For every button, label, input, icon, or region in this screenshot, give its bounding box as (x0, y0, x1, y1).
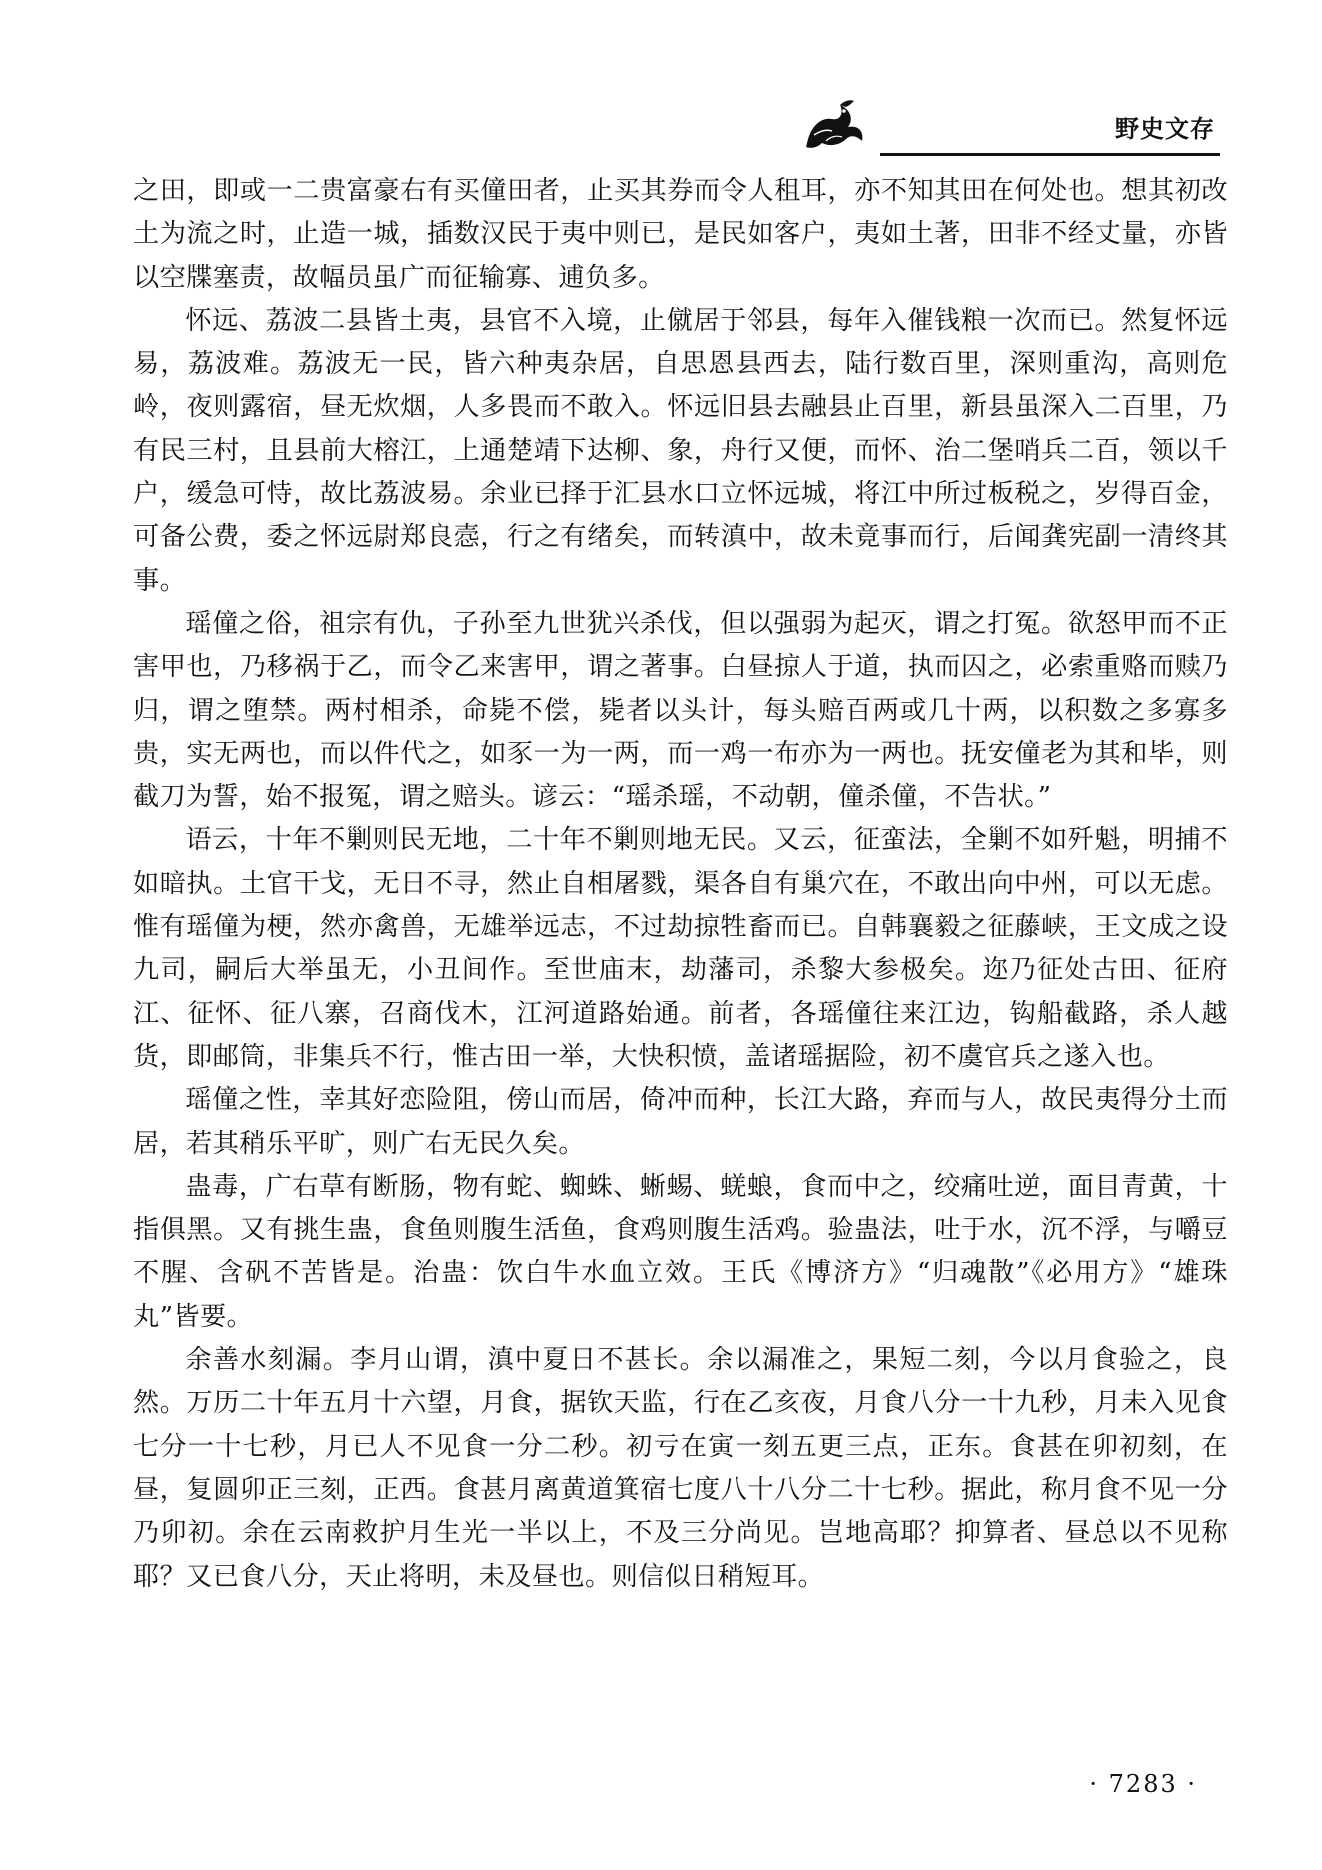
paragraph: 瑶僮之俗，祖宗有仇，子孙至九世犹兴杀伐，但以强弱为起灭，谓之打冤。欲怒甲而不正害甲也，乃移祸于乙，而令乙来害甲，谓之著事。白昼掠人于道，执而囚之，必索重赂而赎乃归，谓之堕禁。两村相杀，命毙不偿，毙者以头计，每头赔百两或几十两，以积数之多寡多贵，实无两也，而以件代之，如豕一为一两，而一鸡一布亦为一两也。抚安僮老为其和毕，则截刀为誓，始不报冤，谓之赔头。谚云：“瑶杀瑶，不动朝，僮杀僮，不告状。” (133, 608, 1228, 813)
paragraph: 蛊毒，广右草有断肠，物有蛇、蜘蛛、蜥蜴、蜣蜋，食而中之，绞痛吐逆，面目青黄，十指俱黑。又有挑生蛊，食鱼则腹生活鱼，食鸡则腹生活鸡。验蛊法，吐于水，沉不浮，与嚼豆不腥、含矾不苦皆是。治蛊：饮白牛水血立效。王氏《博济方》“归魂散”《必用方》“雄珠丸”皆要。 (133, 1171, 1228, 1332)
paragraph: 怀远、荔波二县皆土夷，县官不入境，止僦居于邻县，每年入催钱粮一次而已。然复怀远易，荔波难。荔波无一民，皆六种夷杂居，自思恩县西去，陆行数百里，深则重沟，高则危岭，夜则露宿，昼无炊烟，人多畏而不敢入。怀远旧县去融县止百里，新县虽深入二百里，乃有民三村，且县前大榕江，上通楚靖下达柳、象，舟行又便，而怀、治二堡哨兵二百，领以千户，缓急可恃，故比荔波易。余业已择于汇县水口立怀远城，将江中所过板税之，岁得百金，可备公费，委之怀远尉郑良悫，行之有绪矣，而转滇中，故未竟事而行，后闻龚宪副一清终其事。 (133, 305, 1228, 596)
page-header (800, 95, 1220, 155)
dragon-emblem-icon (800, 95, 870, 153)
header-rule (880, 153, 1220, 156)
page-body (133, 170, 1228, 1599)
paragraph: 语云，十年不剿则民无地，二十年不剿则地无民。又云，征蛮法，全剿不如歼魁，明捕不如暗执。土官干戈，无日不寻，然止自相屠戮，渠各自有巢穴在，不敢出向中州，可以无虑。惟有瑶僮为梗，然亦禽兽，无雄举远志，不过劫掠牲畜而已。自韩襄毅之征藤峡，王文成之设九司，嗣后大举虽无，小丑间作。至世庙末，劫藩司，杀黎大参极矣。迩乃征处古田、征府江、征怀、征八寨，召商伐木，江河道路始通。前者，各瑶僮往来江边，钩船截路，杀人越货，即邮筒，非集兵不行，惟古田一举，大快积愤，盖诸瑶据险，初不虞官兵之遂入也。 (133, 825, 1228, 1072)
paragraph: 之田，即或一二贵富豪右有买僮田者，止买其券而令人租耳，亦不知其田在何处也。想其初改土为流之时，止造一城，插数汉民于夷中则已，是民如客户，夷如土著，田非不经丈量，亦皆以空牒塞责，故幅员虽广而征输寡、逋负多。 (133, 176, 1228, 293)
running-header-title: 野史文存 (1115, 115, 1215, 143)
paragraph: 余善水刻漏。李月山谓，滇中夏日不甚长。余以漏准之，果短二刻，今以月食验之，良然。万历二十年五月十六望，月食，据钦天监，行在乙亥夜，月食八分一十九秒，月未入见食七分一十七秒，月已人不见食一分二秒。初亏在寅一刻五更三点，正东。食甚在卯初刻，在昼，复圆卯正三刻，正西。食甚月离黄道箕宿七度八十八分二十七秒。据此，称月食不见一分乃卯初。余在云南救护月生光一半以上，不及三分尚见。岂地高耶？抑算者、昼总以不见称耶？又已食八分，天止将明，未及昼也。则信似日稍短耳。 (133, 1345, 1228, 1592)
paragraph: 瑶僮之性，幸其好恋险阻，傍山而居，倚冲而种，长江大路，弃而与人，故民夷得分土而居，若其稍乐平旷，则广右无民久矣。 (133, 1085, 1228, 1159)
page-number: · 7283 · (1089, 1770, 1197, 1798)
